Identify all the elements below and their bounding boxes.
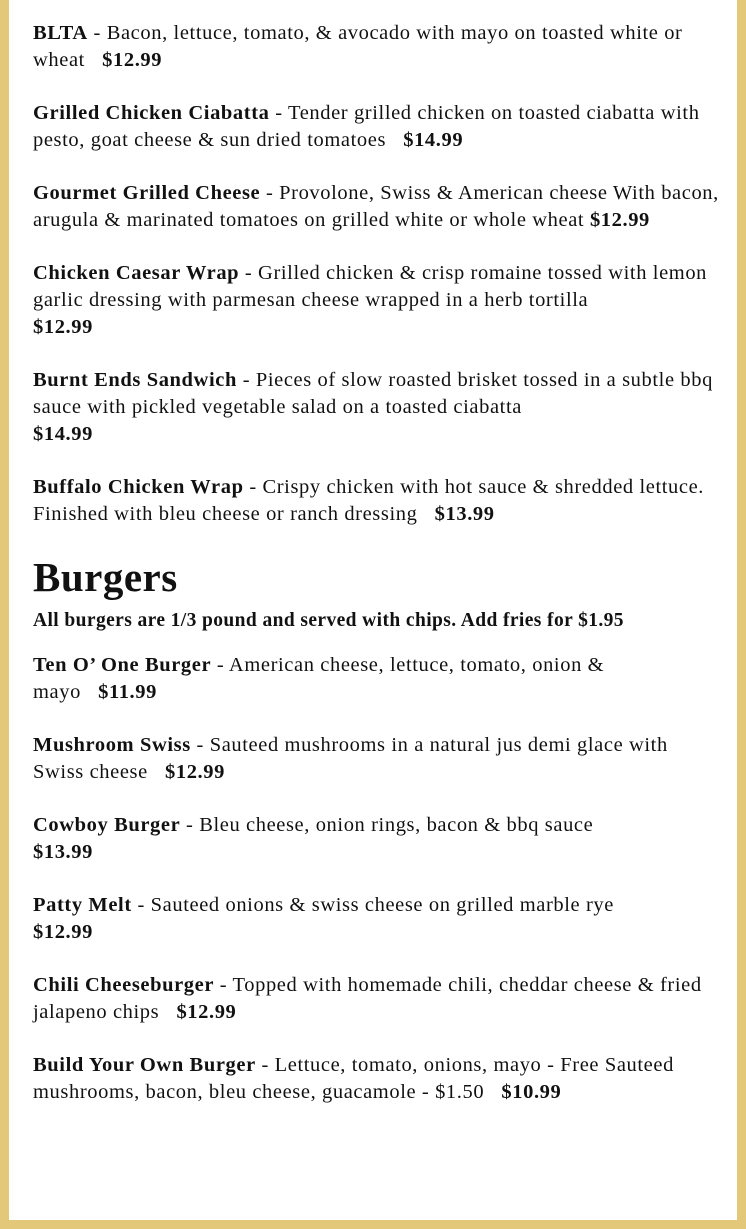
item-price: $13.99 — [33, 841, 93, 863]
item-price: $12.99 — [33, 316, 93, 338]
menu-item-buffalo-chicken-wrap — [33, 474, 723, 528]
item-description: - Lettuce, tomato, onions, mayo - Free Sauteed mushrooms, bacon, bleu cheese, guacamole - $1.50 — [33, 1054, 674, 1103]
item-price: $14.99 — [33, 423, 93, 445]
item-name: Grilled Chicken Ciabatta — [33, 102, 270, 124]
menu-item-patty-melt — [33, 892, 723, 946]
item-price: $14.99 — [403, 129, 464, 151]
item-price: $12.99 — [33, 921, 93, 943]
burgers-note: All burgers are 1/3 pound and served with chips. Add fries for $1.95 — [33, 610, 624, 631]
item-description: - Sauteed mushrooms in a natural jus demi glace with Swiss cheese — [33, 734, 668, 783]
item-price: $12.99 — [589, 209, 650, 231]
item-price: $11.99 — [98, 681, 157, 703]
item-name: Patty Melt — [33, 894, 132, 916]
item-price: $12.99 — [165, 761, 225, 783]
item-name: Ten O’ One Burger — [33, 654, 212, 676]
item-description: - Crispy chicken with hot sauce & shredded lettuce. Finished with bleu cheese or ranch dressing — [33, 476, 705, 525]
menu-page — [9, 0, 737, 1220]
item-price: $12.99 — [102, 49, 163, 71]
item-price: $10.99 — [501, 1081, 562, 1103]
item-description: - Sauteed onions & swiss cheese on grilled marble rye — [131, 894, 614, 916]
item-name: Chili Cheeseburger — [33, 974, 215, 996]
menu-item-grilled-chicken-ciabatta — [33, 100, 723, 154]
item-name: Buffalo Chicken Wrap — [33, 476, 244, 498]
item-name: Cowboy Burger — [33, 814, 181, 836]
item-description: - Tender grilled chicken on toasted ciabatta with pesto, goat cheese & sun dried tomatoes — [33, 102, 700, 151]
menu-item-gourmet-grilled-cheese — [33, 180, 723, 234]
item-price: $13.99 — [434, 503, 495, 525]
section-heading-burgers: Burgers — [33, 554, 178, 600]
item-description: - Bleu cheese, onion rings, bacon & bbq sauce — [180, 814, 594, 836]
item-description: - Bacon, lettuce, tomato, & avocado with mayo on toasted white or wheat — [33, 22, 683, 71]
item-price: $12.99 — [176, 1001, 237, 1023]
item-name: BLTA — [33, 22, 88, 44]
menu-item-burnt-ends-sandwich — [33, 367, 723, 448]
item-description: - Topped with homemade chili, cheddar cheese & fried jalapeno chips — [33, 974, 702, 1023]
menu-item-ten-o-one-burger — [33, 652, 723, 706]
menu-item-build-your-own-burger — [33, 1052, 723, 1106]
item-description: - Pieces of slow roasted brisket tossed in a subtle bbq sauce with pickled vegetable salad on a toasted ciabatta — [33, 369, 713, 418]
item-name: Gourmet Grilled Cheese — [33, 182, 261, 204]
menu-content — [33, 20, 723, 1132]
item-name: Burnt Ends Sandwich — [33, 369, 237, 391]
item-name: Build Your Own Burger — [33, 1054, 256, 1076]
menu-item-chili-cheeseburger — [33, 972, 723, 1026]
item-name: Mushroom Swiss — [33, 734, 191, 756]
item-name: Chicken Caesar Wrap — [33, 262, 240, 284]
menu-item-cowboy-burger — [33, 812, 723, 866]
item-description: - Grilled chicken & crisp romaine tossed with lemon garlic dressing with parmesan cheese wrapped in a herb tortilla — [33, 262, 708, 311]
item-description: - American cheese, lettuce, tomato, onion & mayo — [33, 654, 605, 703]
menu-item-chicken-caesar-wrap — [33, 260, 723, 341]
item-description: - Provolone, Swiss & American cheese With bacon, arugula & marinated tomatoes on grilled white or whole wheat — [33, 182, 719, 231]
menu-item-blta — [33, 20, 723, 74]
menu-item-mushroom-swiss — [33, 732, 723, 786]
